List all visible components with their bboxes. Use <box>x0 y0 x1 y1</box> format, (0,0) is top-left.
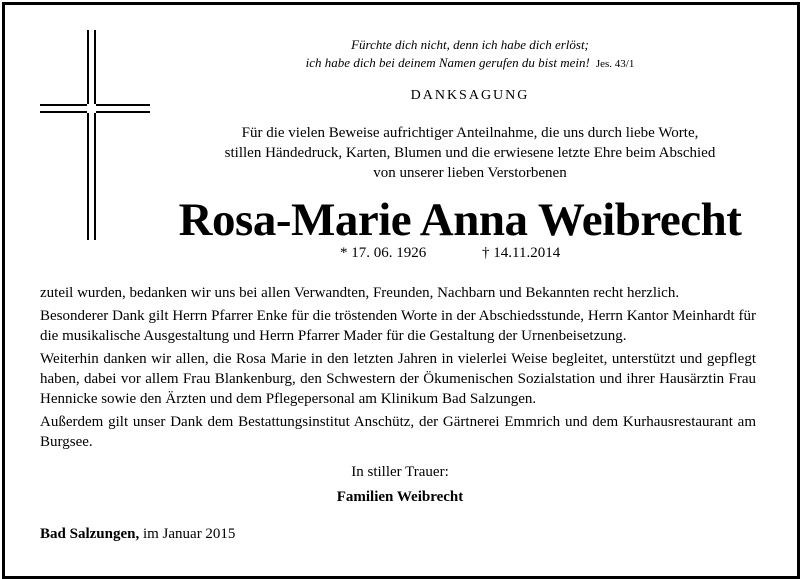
paragraph-2: Besonderer Dank gilt Herrn Pfarrer Enke für die tröstenden Worte in der Abschiedsstunde, Herrn Kantor Meinhardt für die musikalische Ausgestaltung und Herrn Pfarrer Mader für die Gestaltung der Urnenbeisetzung. <box>40 308 756 344</box>
paragraph-3: Weiterhin danken wir allen, die Rosa Marie in den letzten Jahren in vielerlei Weise begleitet, unterstützt und gepflegt haben, dabei vor allem Frau Blankenburg, den Schwestern der Ökumenischen Sozialstation und ihrer Hausärztin Frau Hennicke sowie den Ärzten und dem Pflegepersonal am Klinikum Bad Salzungen. <box>40 351 756 407</box>
intro-line-1: Für die vielen Beweise aufrichtiger Anteilnahme, die uns durch liebe Worte, <box>241 125 699 141</box>
closing-line: In stiller Trauer: <box>351 464 449 480</box>
verse-line-2-text: ich habe dich bei deinem Namen gerufen du bist mein! <box>305 55 590 70</box>
paragraph-4: Außerdem gilt unser Dank dem Bestattungsinstitut Anschütz, der Gärtnerei Emmrich und dem Kurhausrestaurant am Burgsee. <box>40 414 756 450</box>
cross-icon <box>40 30 150 240</box>
body-text <box>40 283 756 455</box>
life-dates <box>340 245 640 262</box>
intro-text <box>170 123 770 183</box>
verse-line-1: Fürchte dich nicht, denn ich habe dich erlöst; <box>351 37 589 52</box>
paragraph-1: zuteil wurden, bedanken wir uns bei allen Verwandten, Freunden, Nachbarn und Bekannten recht herzlich. <box>40 285 680 301</box>
bible-verse <box>240 36 700 73</box>
verse-reference: Jes. 43/1 <box>595 58 635 70</box>
place-date-text: im Januar 2015 <box>142 526 236 542</box>
intro-line-2: stillen Händedruck, Karten, Blumen und die erwiesene letzte Ehre beim Abschied <box>224 145 716 161</box>
verse-line-2 <box>240 54 700 73</box>
birth-date: * 17. 06. 1926 <box>340 245 427 261</box>
death-date: † 14.11.2014 <box>482 245 561 261</box>
intro-line-3: von unserer lieben Verstorbenen <box>373 165 567 181</box>
deceased-name: Rosa-Marie Anna Weibrecht <box>178 194 742 246</box>
heading: DANKSAGUNG <box>410 88 530 103</box>
place-date <box>40 526 235 543</box>
signature: Familien Weibrecht <box>336 489 464 505</box>
place-town: Bad Salzungen, <box>40 526 140 542</box>
